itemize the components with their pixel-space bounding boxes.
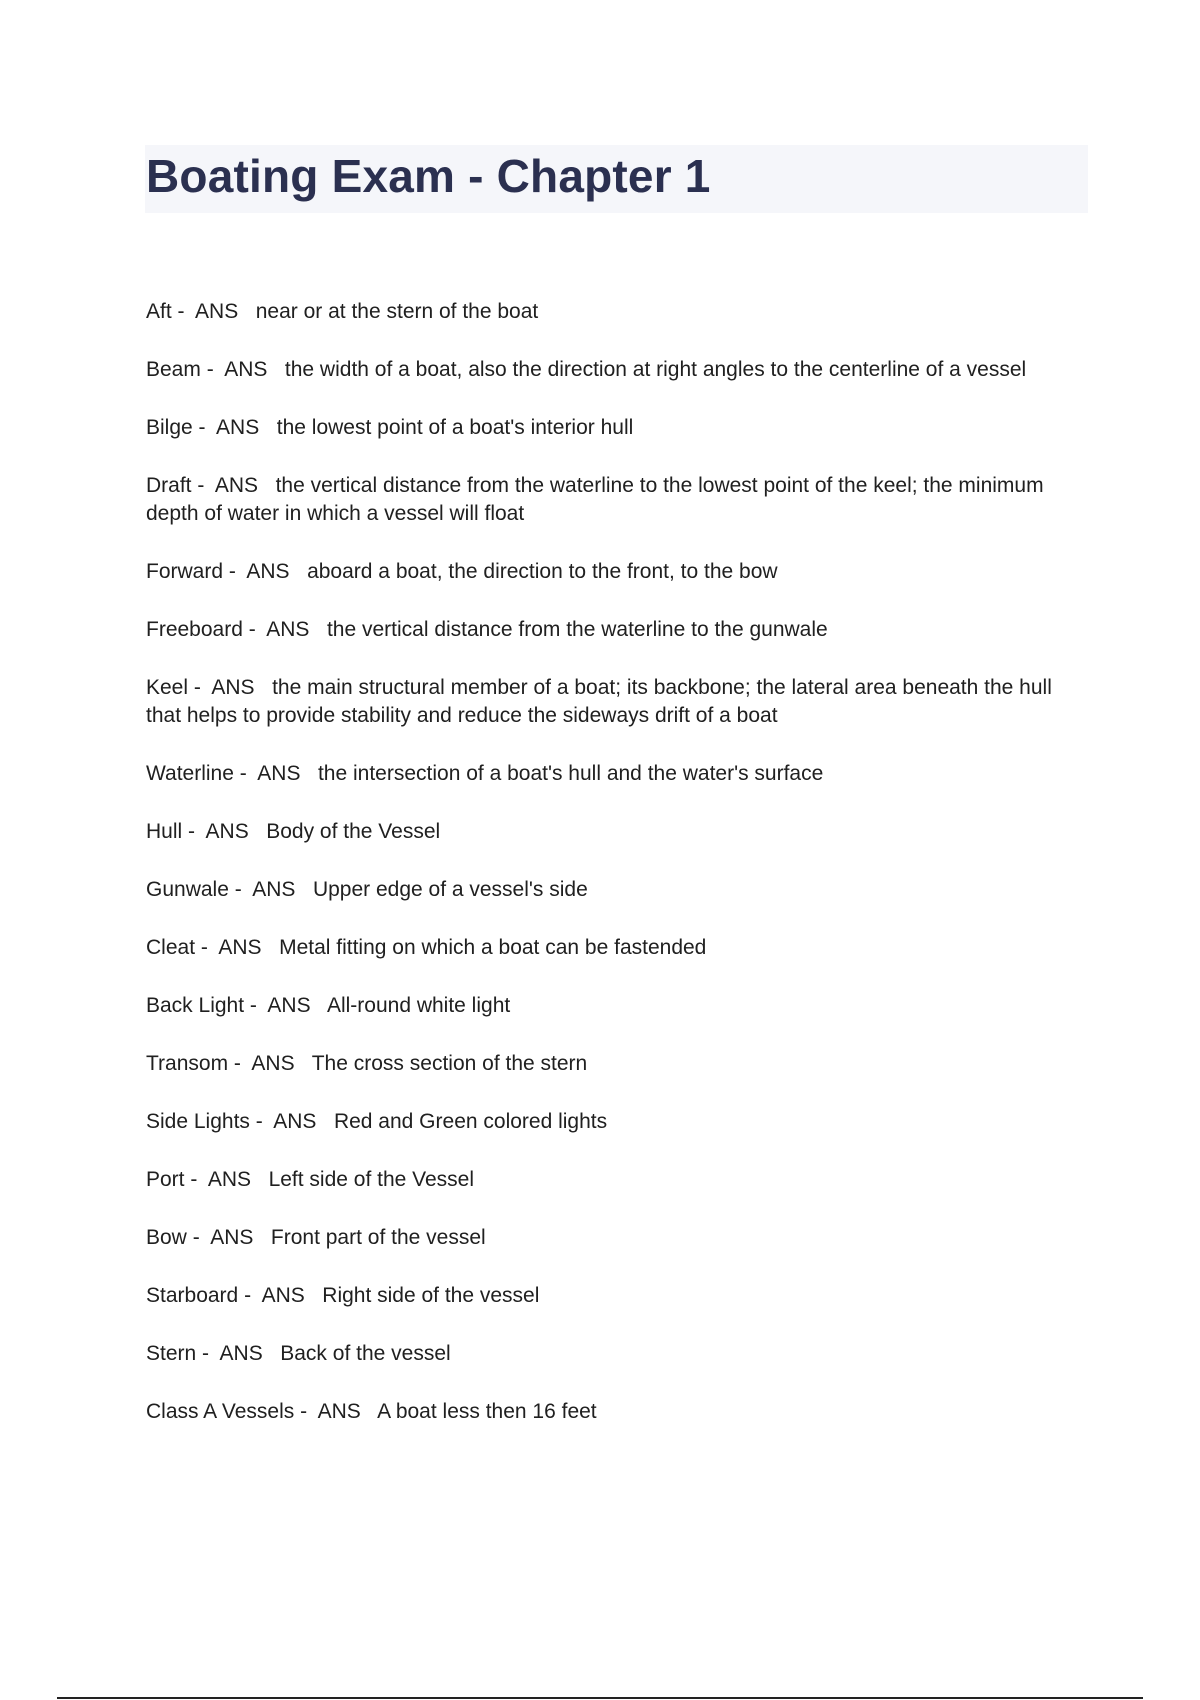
answer-marker: ANS — [214, 474, 259, 497]
answer-gap — [253, 1226, 271, 1249]
answer-gap — [238, 300, 256, 323]
entry-term: Keel — [146, 676, 189, 699]
entry-term: Hull — [146, 820, 183, 843]
glossary-entry — [146, 1108, 1086, 1136]
answer-gap — [311, 994, 327, 1017]
answer-marker: ANS — [211, 676, 255, 699]
entry-definition: Metal fitting on which a boat can be fastended — [279, 936, 707, 959]
answer-gap — [295, 1052, 312, 1075]
glossary-entry — [146, 1166, 1086, 1194]
answer-marker: ANS — [257, 762, 301, 785]
entry-separator: - — [244, 994, 268, 1017]
entry-term: Bilge — [146, 416, 193, 439]
entry-definition: aboard a boat, the direction to the front, to the bow — [307, 560, 778, 583]
answer-gap — [305, 1284, 323, 1307]
glossary-entry — [146, 1340, 1086, 1368]
answer-marker: ANS — [267, 994, 311, 1017]
entry-definition: the lowest point of a boat's interior hull — [276, 416, 634, 439]
answer-marker: ANS — [195, 300, 239, 323]
entry-definition: Body of the Vessel — [266, 820, 441, 843]
entry-term: Side Lights — [146, 1110, 250, 1133]
entry-definition: A boat less then 16 feet — [377, 1400, 597, 1423]
glossary-entry — [146, 674, 1086, 730]
entry-term: Bow — [146, 1226, 187, 1249]
answer-marker: ANS — [266, 618, 310, 641]
glossary-entry — [146, 414, 1086, 442]
glossary-entry — [146, 1224, 1086, 1252]
answer-marker: ANS — [205, 820, 249, 843]
answer-gap — [258, 474, 276, 497]
answer-gap — [263, 1342, 281, 1365]
glossary-entry — [146, 1050, 1086, 1078]
entry-separator: - — [171, 300, 196, 323]
entry-definition: Back of the vessel — [280, 1342, 451, 1365]
entry-separator: - — [196, 1342, 220, 1365]
answer-marker: ANS — [218, 936, 262, 959]
glossary-entry — [146, 298, 1086, 326]
entry-definition: the intersection of a boat's hull and the water's surface — [317, 762, 824, 785]
glossary-list — [146, 298, 1086, 1456]
answer-gap — [262, 936, 280, 959]
entry-separator: - — [184, 1168, 208, 1191]
glossary-entry — [146, 472, 1086, 528]
answer-gap — [300, 762, 318, 785]
answer-gap — [290, 560, 308, 583]
entry-term: Forward — [146, 560, 224, 583]
entry-term: Aft — [146, 300, 172, 323]
entry-separator: - — [242, 618, 267, 641]
entry-definition: All-round white light — [326, 994, 511, 1017]
glossary-entry — [146, 876, 1086, 904]
entry-definition: the main structural member of a boat; its backbone; the lateral area beneath the hull that helps to provide stability and reduce the sideways drift of a boat — [146, 676, 1052, 727]
entry-term: Draft — [146, 474, 192, 497]
entry-separator: - — [188, 676, 212, 699]
glossary-entry — [146, 760, 1086, 788]
footer-divider — [57, 1697, 1143, 1699]
answer-marker: ANS — [246, 560, 290, 583]
entry-separator: - — [249, 1110, 274, 1133]
answer-gap — [295, 878, 313, 901]
entry-term: Back Light — [146, 994, 245, 1017]
answer-gap — [259, 416, 277, 439]
entry-separator: - — [192, 416, 217, 439]
answer-gap — [249, 820, 267, 843]
answer-gap — [251, 1168, 269, 1191]
entry-separator: - — [228, 1052, 252, 1075]
entry-definition: the vertical distance from the waterline to the lowest point of the keel; the minimum depth of water in which a vessel will float — [146, 474, 1044, 525]
entry-separator: - — [233, 762, 258, 785]
glossary-entry — [146, 1398, 1086, 1426]
page-title: Boating Exam - Chapter 1 — [146, 150, 711, 202]
title-band — [145, 145, 1088, 213]
answer-gap — [255, 676, 273, 699]
entry-separator: - — [228, 878, 253, 901]
glossary-entry — [146, 818, 1086, 846]
answer-marker: ANS — [251, 1052, 295, 1075]
answer-marker: ANS — [317, 1400, 361, 1423]
answer-marker: ANS — [216, 416, 260, 439]
answer-marker: ANS — [261, 1284, 305, 1307]
glossary-entry — [146, 356, 1086, 384]
answer-marker: ANS — [207, 1168, 252, 1191]
entry-definition: the vertical distance from the waterline to the gunwale — [326, 618, 828, 641]
entry-definition: Red and Green colored lights — [333, 1110, 608, 1133]
entry-term: Transom — [146, 1052, 229, 1075]
entry-definition: near or at the stern of the boat — [255, 300, 539, 323]
answer-marker: ANS — [252, 878, 296, 901]
entry-separator: - — [223, 560, 247, 583]
entry-term: Beam — [146, 358, 201, 381]
entry-separator: - — [186, 1226, 211, 1249]
entry-definition: Right side of the vessel — [322, 1284, 540, 1307]
answer-marker: ANS — [224, 358, 268, 381]
answer-gap — [267, 358, 285, 381]
entry-definition: Upper edge of a vessel's side — [312, 878, 588, 901]
entry-separator: - — [238, 1284, 262, 1307]
entry-separator: - — [200, 358, 225, 381]
entry-definition: Left side of the Vessel — [268, 1168, 475, 1191]
glossary-entry — [146, 992, 1086, 1020]
answer-marker: ANS — [273, 1110, 317, 1133]
glossary-entry — [146, 934, 1086, 962]
entry-term: Waterline — [146, 762, 234, 785]
glossary-entry — [146, 616, 1086, 644]
entry-term: Stern — [146, 1342, 197, 1365]
entry-separator: - — [182, 820, 206, 843]
entry-term: Port — [146, 1168, 185, 1191]
entry-term: Gunwale — [146, 878, 229, 901]
entry-definition: the width of a boat, also the direction at right angles to the centerline of a vessel — [284, 358, 1027, 381]
answer-gap — [361, 1400, 377, 1423]
entry-definition: The cross section of the stern — [311, 1052, 588, 1075]
entry-term: Class A Vessels — [146, 1400, 295, 1423]
entry-separator: - — [191, 474, 215, 497]
answer-gap — [309, 618, 327, 641]
answer-marker: ANS — [210, 1226, 254, 1249]
answer-marker: ANS — [219, 1342, 263, 1365]
entry-separator: - — [294, 1400, 318, 1423]
entry-separator: - — [195, 936, 219, 959]
glossary-entry — [146, 1282, 1086, 1310]
glossary-entry — [146, 558, 1086, 586]
entry-term: Freeboard — [146, 618, 243, 641]
entry-term: Starboard — [146, 1284, 239, 1307]
entry-term: Cleat — [146, 936, 196, 959]
entry-definition: Front part of the vessel — [270, 1226, 486, 1249]
answer-gap — [316, 1110, 334, 1133]
